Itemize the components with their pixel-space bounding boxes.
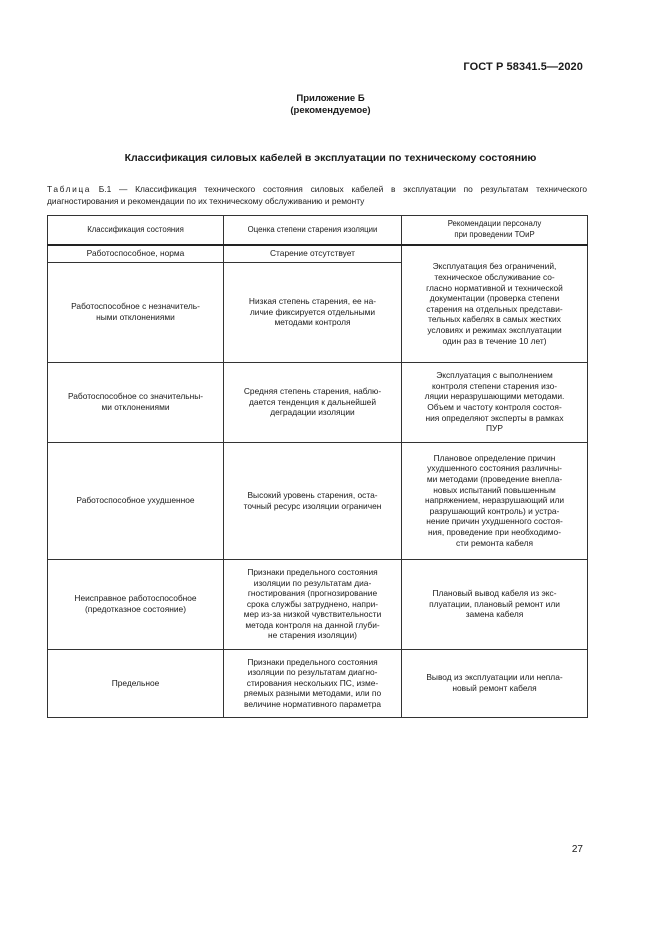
cell-recommendation: Плановое определение причин ухудшенного состояния различны- ми методами (проведение внепла- новых испытаний повышенным напряжением, неразрушающий или разрушающий контроль) и устра- нение причин ухудшенного состоя- ния, проведение при необходимо- сти ремонта кабеля xyxy=(402,442,588,559)
appendix-title: Приложение Б xyxy=(296,93,365,104)
cell-state: Работоспособное со значительны- ми отклонениями xyxy=(48,362,224,442)
page-number: 27 xyxy=(571,844,583,855)
table-caption-label: Таблица xyxy=(47,184,92,194)
classification-table xyxy=(47,215,588,718)
cell-state: Работоспособное, норма xyxy=(48,245,224,262)
cell-aging: Признаки предельного состояния изоляции по результатам диа- гностирования (прогнозирование срока службы затруднено, напри- мер из-за низкой чувствительности метода контроля на данной глуби- не старения изоляции) xyxy=(224,559,402,649)
cell-aging: Средняя степень старения, наблю- дается тенденция к дальнейшей деградации изоляции xyxy=(224,362,402,442)
header-recommendations: Рекомендации персоналу при проведении ТОиР xyxy=(402,216,588,246)
appendix-heading xyxy=(0,93,661,117)
cell-aging: Высокий уровень старения, оста- точный ресурс изоляции ограничен xyxy=(224,442,402,559)
table-row xyxy=(48,245,588,262)
header-aging-assessment: Оценка степени старения изоляции xyxy=(224,216,402,246)
cell-aging: Признаки предельного состояния изоляции по результатам диагно- стирования нескольких ПС, изме- ряемых разными методами, или по величине нормативного параметра xyxy=(224,649,402,717)
table-row xyxy=(48,442,588,559)
table-row xyxy=(48,649,588,717)
cell-state: Предельное xyxy=(48,649,224,717)
section-title: Классификация силовых кабелей в эксплуатации по техническому состоянию xyxy=(124,152,537,164)
cell-recommendation: Плановый вывод кабеля из экс- плуатации, плановый ремонт или замена кабеля xyxy=(402,559,588,649)
cell-recommendation: Вывод из эксплуатации или непла- новый ремонт кабеля xyxy=(402,649,588,717)
cell-recommendation: Эксплуатация без ограничений, техническое обслуживание со- гласно нормативной и технической документации (проверка степени старения на отдельных представи- тельных кабелях в самых жестких условиях и режимах эксплуатации один раз в течение 10 лет) xyxy=(402,245,588,362)
cell-recommendation: Эксплуатация с выполнением контроля степени старения изо- ляции неразрушающими методами. Объем и частоту контроля состоя- ния определяют эксперты в рамках ПУР xyxy=(402,362,588,442)
table-caption xyxy=(47,184,587,207)
appendix-subtitle: (рекомендуемое) xyxy=(290,105,371,116)
header-classification: Классификация состояния xyxy=(48,216,224,246)
standard-designation: ГОСТ Р 58341.5—2020 xyxy=(463,61,583,73)
cell-state: Неисправное работоспособное (предотказное состояние) xyxy=(48,559,224,649)
cell-state: Работоспособное ухудшенное xyxy=(48,442,224,559)
cell-state: Работоспособное с незначитель- ными отклонениями xyxy=(48,262,224,362)
cell-aging: Низкая степень старения, ее на- личие фиксируется отдельными методами контроля xyxy=(224,262,402,362)
table-row xyxy=(48,559,588,649)
cell-aging: Старение отсутствует xyxy=(224,245,402,262)
table-row xyxy=(48,362,588,442)
table-header-row xyxy=(48,216,588,246)
table-caption-text: Б.1 — Классификация технического состояния силовых кабелей в эксплуатации по результатам технического диагностирования и рекомендации по их техническому обслуживанию и ремонту xyxy=(47,184,587,206)
